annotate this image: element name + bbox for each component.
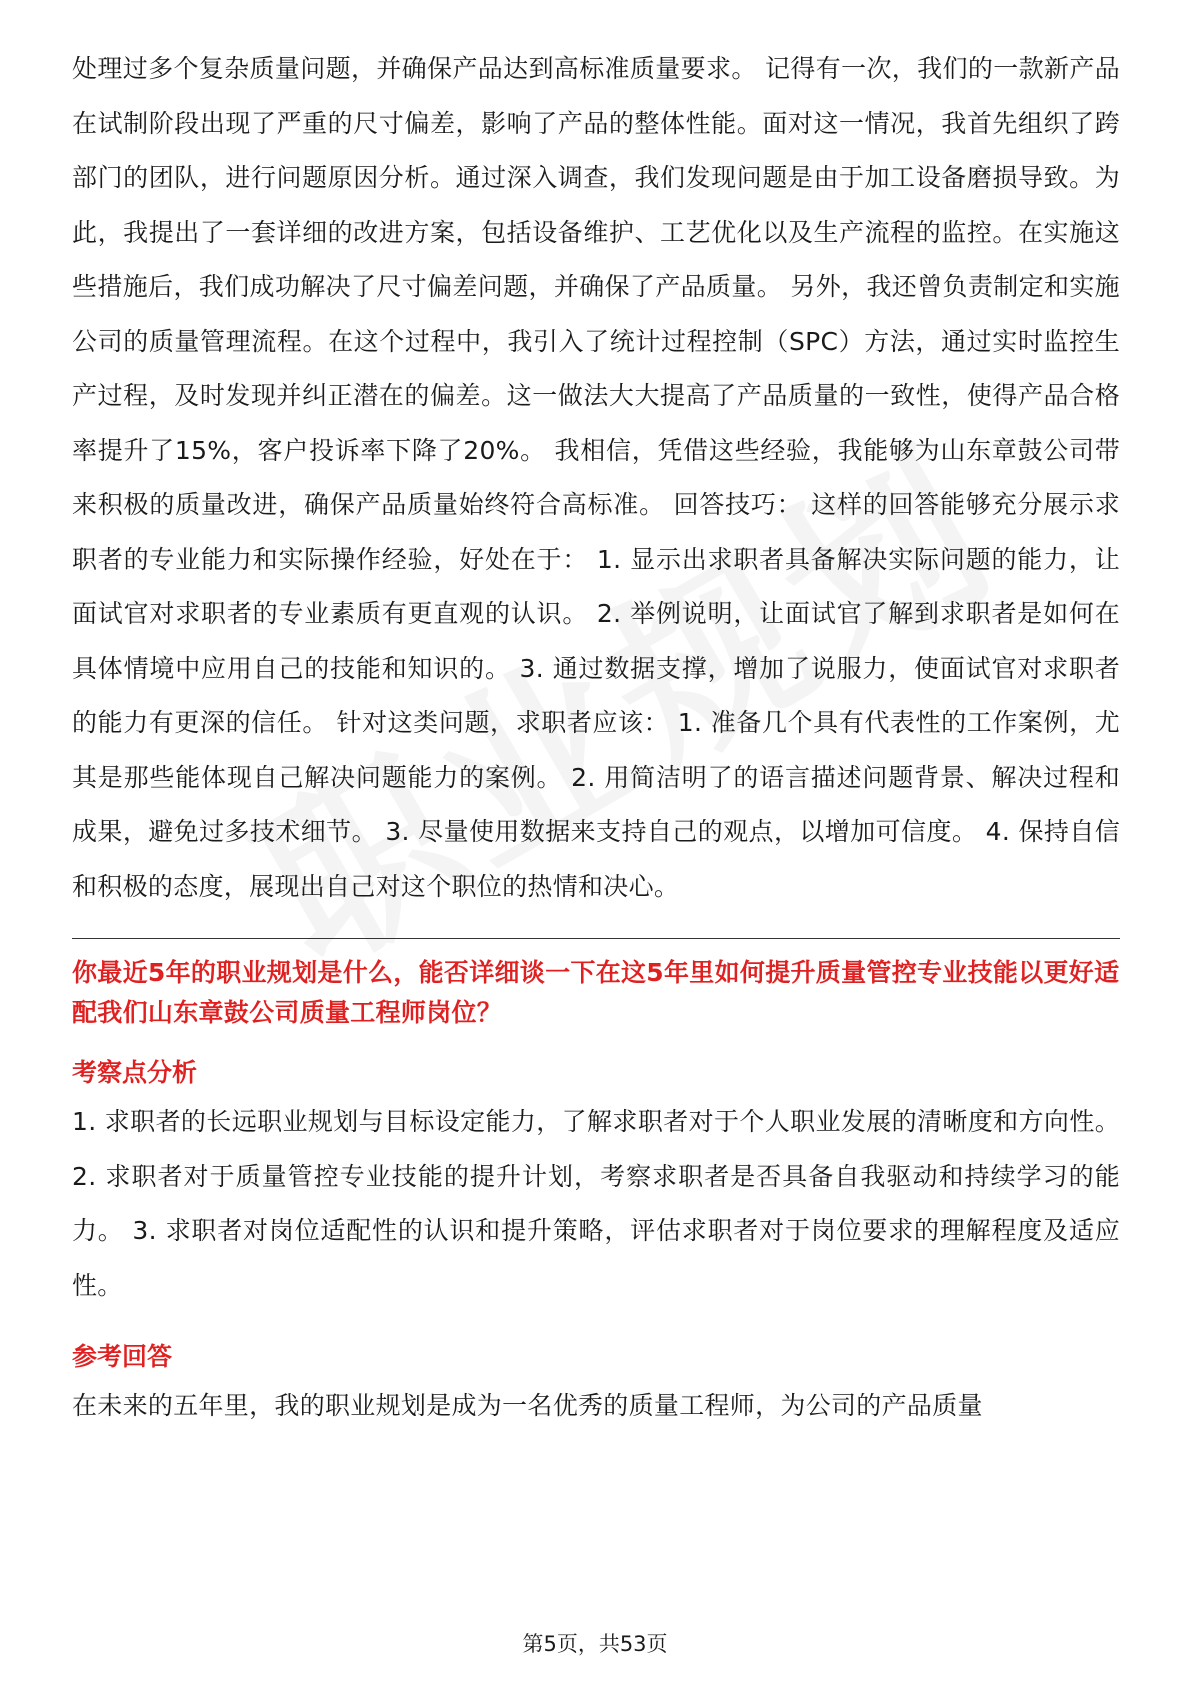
section-divider [72, 938, 1120, 939]
question-title: 你最近5年的职业规划是什么，能否详细谈一下在这5年里如何提升质量管控专业技能以更好适配我们山东章鼓公司质量工程师岗位？ [72, 958, 1120, 1027]
page-number-label: 第5页，共53页 [522, 1632, 668, 1656]
body-paragraph: 处理过多个复杂质量问题，并确保产品达到高标准质量要求。 记得有一次，我们的一款新产品在试制阶段出现了严重的尺寸偏差，影响了产品的整体性能。面对这一情况，我首先组织了跨部门的团队，进行问题原因分析。通过深入调查，我们发现问题是由于加工设备磨损导致。为此，我提出了一套详细的改进方案，包括设备维护、工艺优化以及生产流程的监控。在实施这些措施后，我们成功解决了尺寸偏差问题，并确保了产品质量。 另外，我还曾负责制定和实施公司的质量管理流程。在这个过程中，我引入了统计过程控制（SPC）方法，通过实时监控生产过程，及时发现并纠正潜在的偏差。这一做法大大提高了产品质量的一致性，使得产品合格率提升了15%，客户投诉率下降了20%。 我相信，凭借这些经验，我能够为山东章鼓公司带来积极的质量改进，确保产品质量始终符合高标准。 回答技巧： 这样的回答能够充分展示求职者的专业能力和实际操作经验，好处在于： 1. 显示出求职者具备解决实际问题的能力，让面试官对求职者的专业素质有更直观的认识。 2. 举例说明，让面试官了解到求职者是如何在具体情境中应用自己的技能和知识的。 3. 通过数据支撑，增加了说服力，使面试官对求职者的能力有更深的信任。 针对这类问题，求职者应该： 1. 准备几个具有代表性的工作案例，尤其是那些能体现自己解决问题能力的案例。 2. 用简洁明了的语言描述问题背景、解决过程和成果，避免过多技术细节。 3. 尽量使用数据来支持自己的观点，以增加可信度。 4. 保持自信和积极的态度，展现出自己对这个职位的热情和决心。 [72, 54, 1120, 901]
reference-text: 在未来的五年里，我的职业规划是成为一名优秀的质量工程师，为公司的产品质量 [72, 1391, 983, 1420]
page-content [72, 42, 1120, 1434]
reference-heading: 参考回答 [72, 1342, 173, 1371]
analysis-heading: 考察点分析 [72, 1058, 198, 1087]
analysis-text: 1. 求职者的长远职业规划与目标设定能力，了解求职者对于个人职业发展的清晰度和方向性。 2. 求职者对于质量管控专业技能的提升计划，考察求职者是否具备自我驱动和持续学习的能力。 3. 求职者对岗位适配性的认识和提升策略，评估求职者对于岗位要求的理解程度及适应性。 [72, 1107, 1120, 1300]
page-footer [0, 1628, 1190, 1658]
